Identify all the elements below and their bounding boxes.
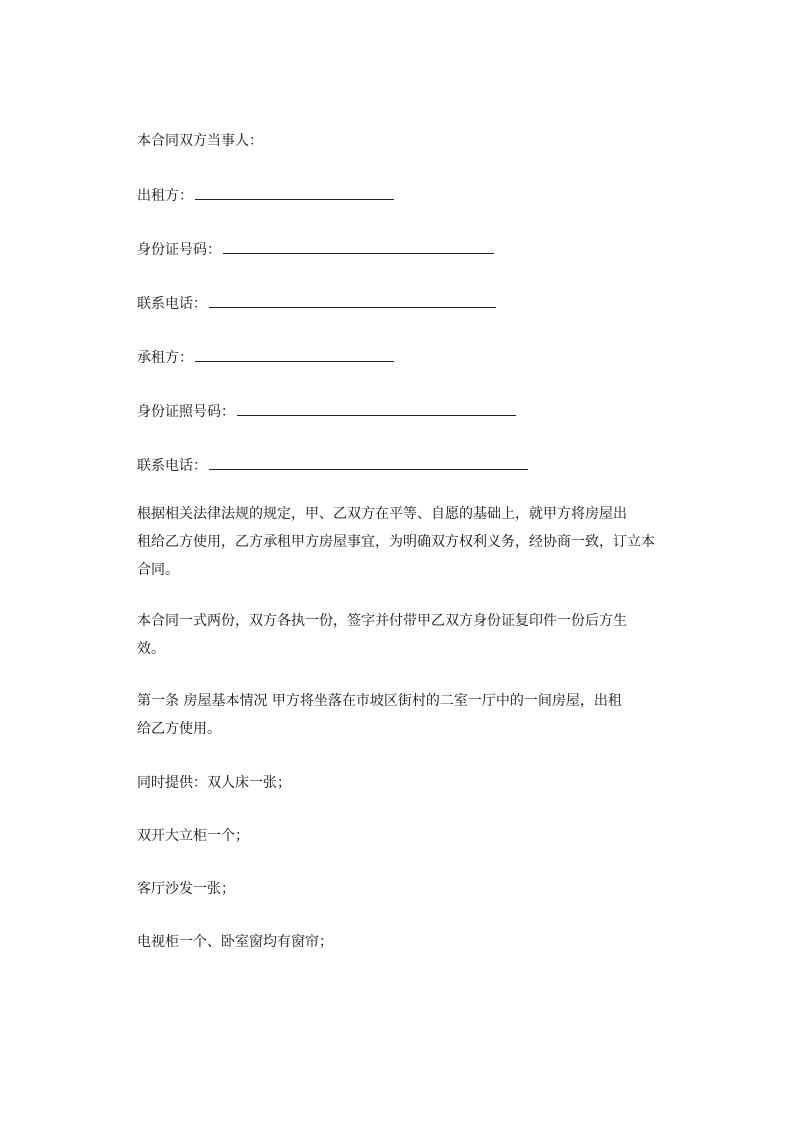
lessee-field	[137, 347, 394, 368]
lessee-blank[interactable]	[195, 347, 394, 362]
lessee-id-field	[137, 401, 516, 422]
furnishing-item: 电视柜一个、卧室窗均有窗帘；	[137, 934, 333, 950]
parties-heading: 本合同双方当事人：	[137, 133, 263, 149]
lessor-phone-blank[interactable]	[209, 293, 496, 308]
copies-paragraph: 本合同一式两份，双方各执一份，签字并付带甲乙双方身份证复印件一份后方生 效。	[137, 613, 627, 657]
lessee-id-label: 身份证照号码：	[137, 404, 235, 420]
lessor-phone-field	[137, 293, 496, 314]
basis-paragraph: 根据相关法律法规的规定，甲、乙双方在平等、自愿的基础上，就甲方将房屋出 租给乙方使用，乙方承租甲方房屋事宜，为明确双方权利义务，经协商一致，订立本 合同。	[137, 506, 655, 578]
article-1-paragraph: 第一条 房屋基本情况 甲方将坐落在市坡区街村的二室一厅中的一间房屋，出租 给乙方使用。	[137, 693, 622, 737]
lessee-id-blank[interactable]	[237, 401, 516, 416]
lessor-label: 出租方：	[137, 188, 193, 204]
furnishing-item: 双开大立柜一个；	[137, 828, 249, 844]
lessor-phone-label: 联系电话：	[137, 296, 207, 312]
lessor-field	[137, 185, 394, 206]
lessor-blank[interactable]	[195, 185, 394, 200]
furnishing-item: 同时提供：双人床一张；	[137, 775, 291, 791]
lessor-id-field	[137, 239, 494, 260]
lessor-id-blank[interactable]	[223, 239, 494, 254]
lessee-phone-field	[137, 455, 528, 476]
lessee-label: 承租方：	[137, 350, 193, 366]
lessor-id-label: 身份证号码：	[137, 242, 221, 258]
furnishing-item: 客厅沙发一张；	[137, 881, 235, 897]
lessee-phone-label: 联系电话：	[137, 458, 207, 474]
lessee-phone-blank[interactable]	[209, 455, 528, 470]
